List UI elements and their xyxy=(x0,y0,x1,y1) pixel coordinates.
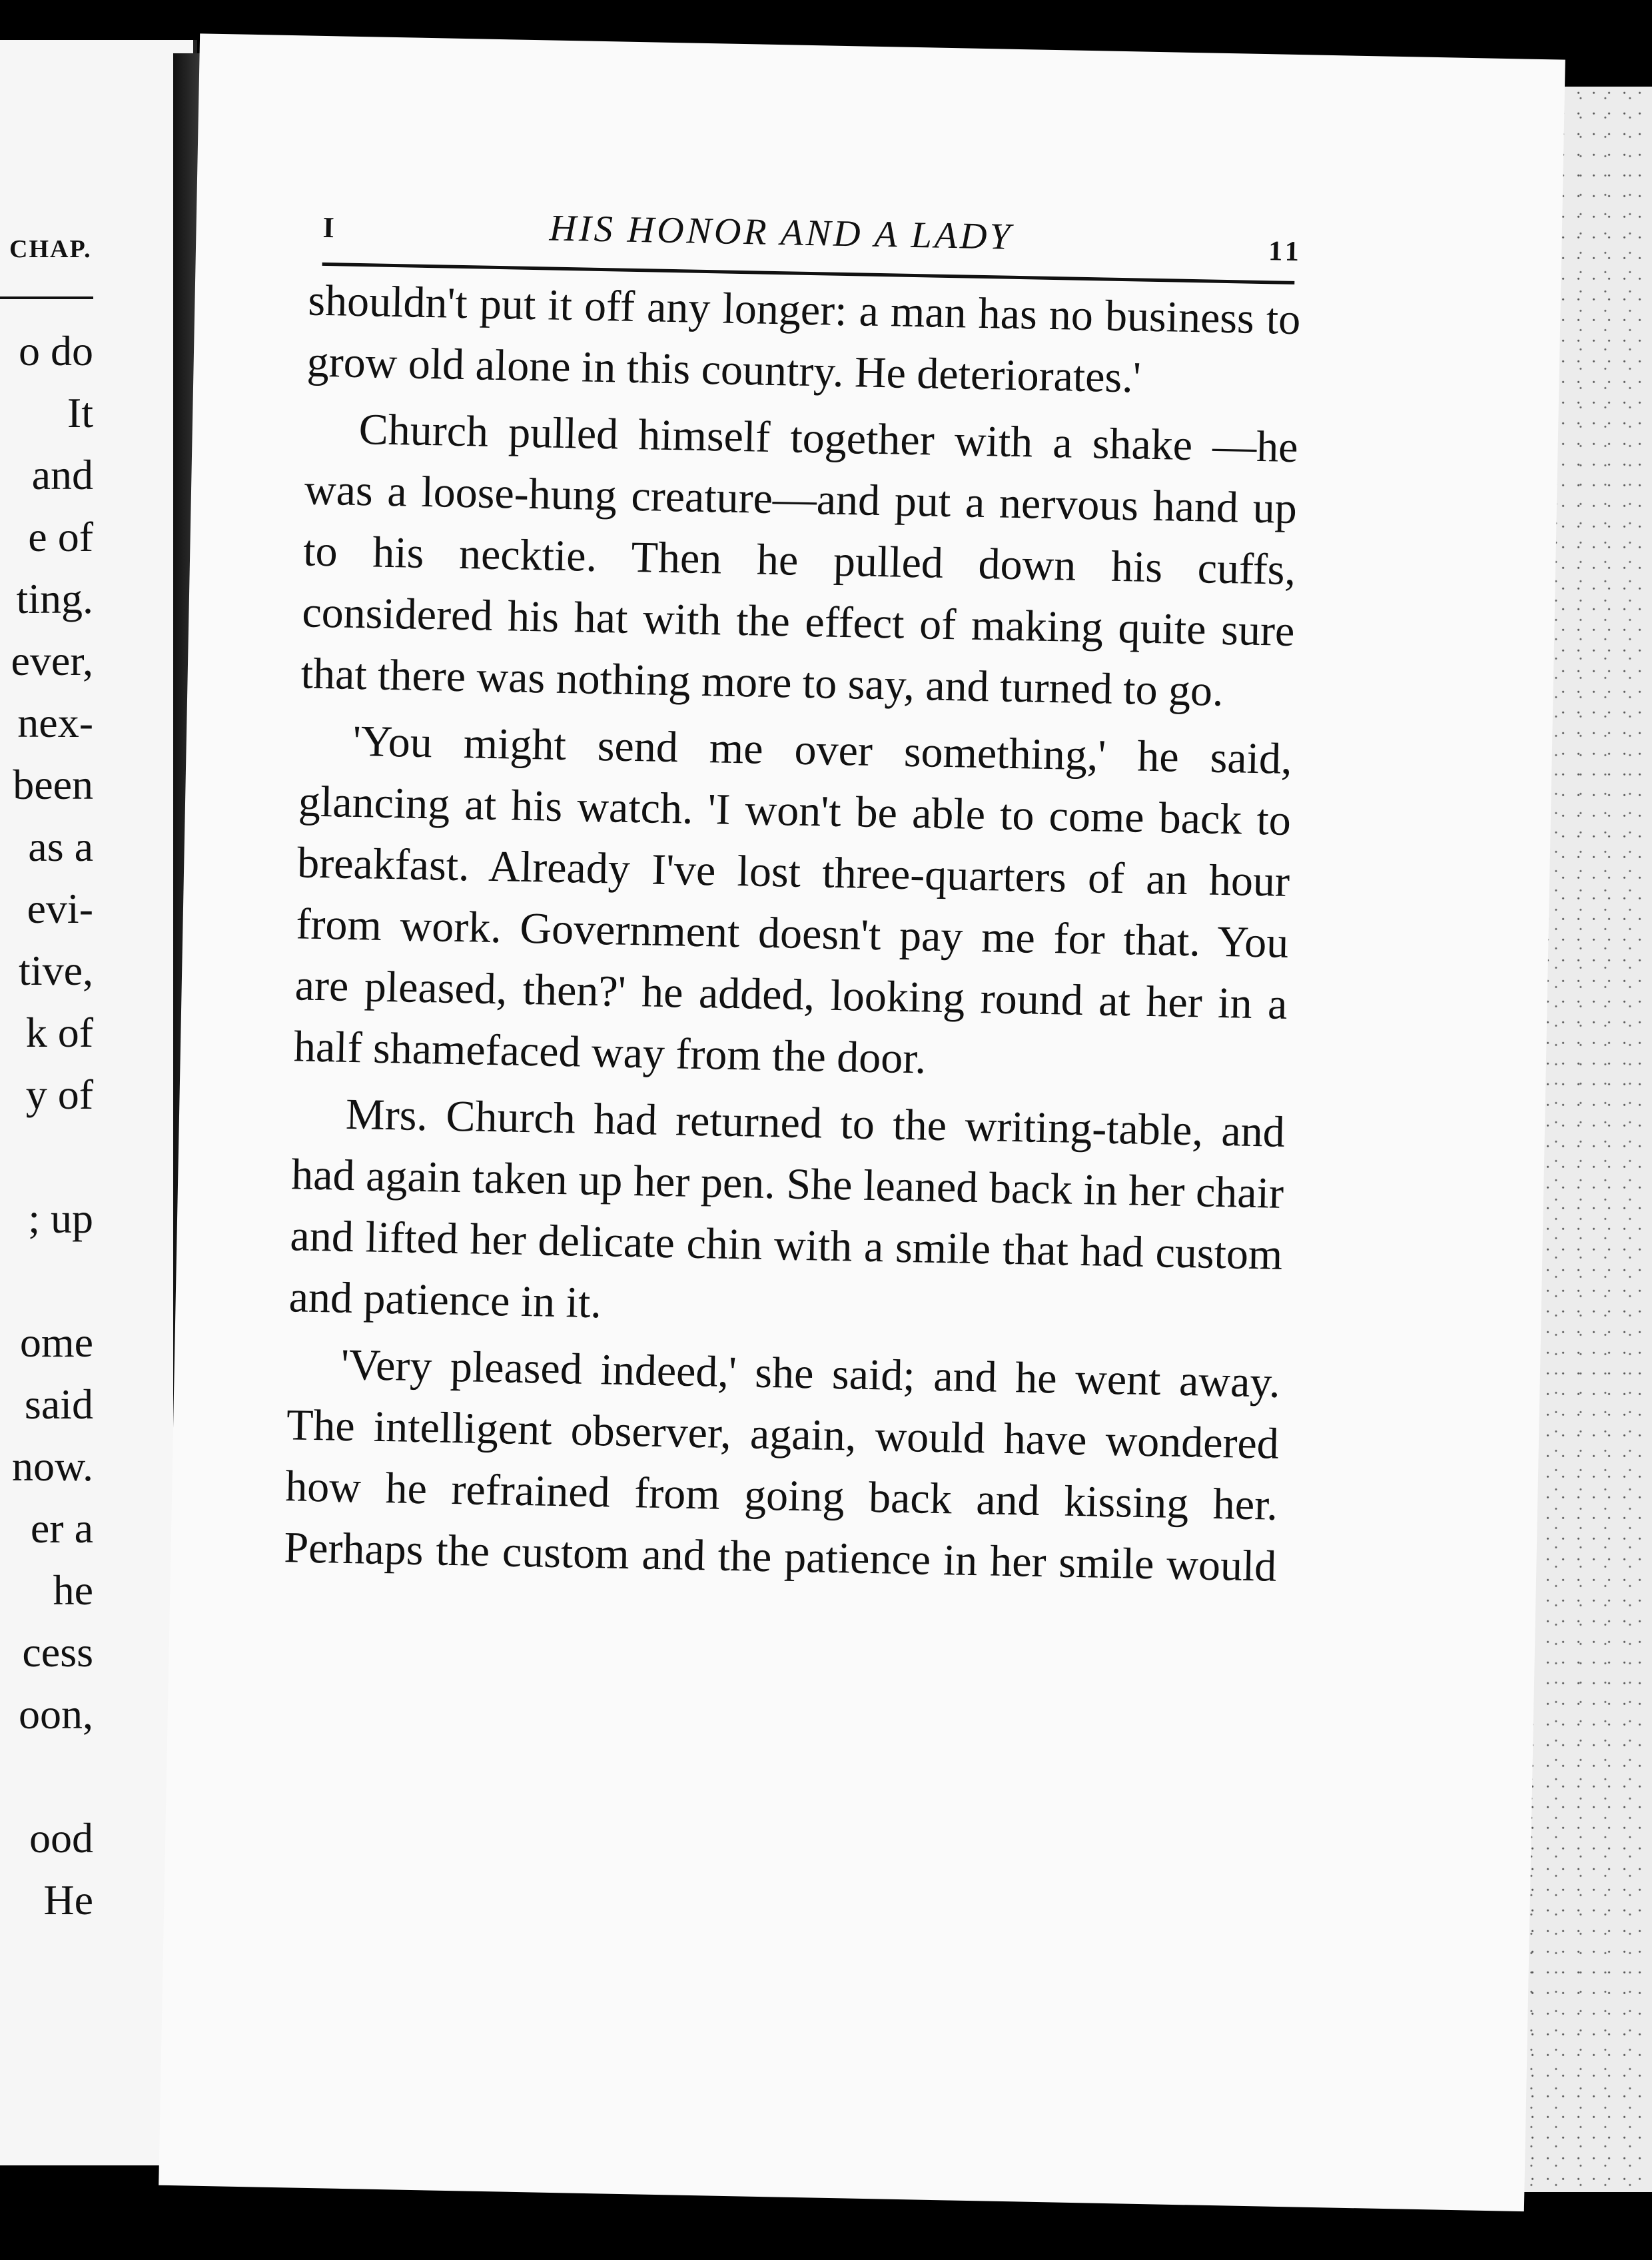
body-text xyxy=(284,271,1302,1603)
previous-page-line: o do xyxy=(19,327,93,374)
previous-page-line: evi- xyxy=(27,885,93,932)
paragraph: 'Very pleased indeed,' she said; and he went away. The intelligent observer, again, would have wondered how he refrained from going back and kissing her. Perhaps the custom and the patience in her smile would xyxy=(283,1340,1281,1591)
previous-page-line: now. xyxy=(11,1442,93,1490)
previous-page-line: and xyxy=(31,451,93,498)
previous-page-line xyxy=(11,1745,93,1807)
paragraph: Church pulled himself together with a shake —he was a loose-hung creature—and put a nervous hand up to his necktie. Then he pulled down his cuffs, considered his hat with the effect of making quite sure that there was nothing more to say, and turned to go. xyxy=(300,405,1299,716)
previous-page-line: nex- xyxy=(17,699,93,746)
previous-page-line: as a xyxy=(28,823,93,870)
previous-page-line: ood xyxy=(29,1814,93,1862)
previous-page-line: It xyxy=(67,389,93,436)
previous-page-line: e of xyxy=(28,513,93,560)
previous-page-line: ome xyxy=(19,1319,93,1366)
paragraph: Mrs. Church had returned to the writing-table, and had again taken up her pen. She leaned back in her chair and lifted her delicate chin with a smile that had custom and patience in it. xyxy=(288,1089,1286,1328)
previous-page-line: y of xyxy=(25,1071,93,1118)
previous-page-line xyxy=(11,1125,93,1187)
previous-page-line: he xyxy=(53,1566,93,1614)
previous-page-line xyxy=(11,1249,93,1311)
previous-page-line: said xyxy=(24,1381,93,1428)
previous-page-line: ting. xyxy=(16,575,93,622)
previous-page-line: been xyxy=(13,761,93,808)
previous-page-rule xyxy=(0,296,93,299)
book-page xyxy=(159,33,1565,2211)
page-number: 11 xyxy=(1268,236,1304,268)
previous-page-header: CHAP. xyxy=(9,235,92,263)
chapter-number: I xyxy=(322,211,335,245)
previous-page-line: ever, xyxy=(11,637,93,684)
previous-page-line: k of xyxy=(25,1009,93,1056)
previous-page-line: He xyxy=(43,1876,93,1924)
previous-page-line: oon, xyxy=(19,1690,93,1738)
paragraph: 'You might send me over something,' he said, glancing at his watch. 'I won't be able to come back to breakfast. Already I've lost three-quarters of an hour from work. Government doesn't pay me for that. You are pleased, then?' he added, looking round at her in a half shamefaced way from the door. xyxy=(293,716,1293,1083)
previous-page-text xyxy=(11,320,93,1931)
previous-page-line: ; up xyxy=(28,1195,93,1242)
previous-page-line: er a xyxy=(30,1504,93,1552)
previous-page-line: tive, xyxy=(19,947,93,994)
previous-page-line: cess xyxy=(22,1628,93,1676)
paragraph: shouldn't put it off any longer: a man has no business to grow old alone in this country. He deteriorates.' xyxy=(306,276,1301,402)
running-title: HIS HONOR AND A LADY xyxy=(549,207,1014,258)
